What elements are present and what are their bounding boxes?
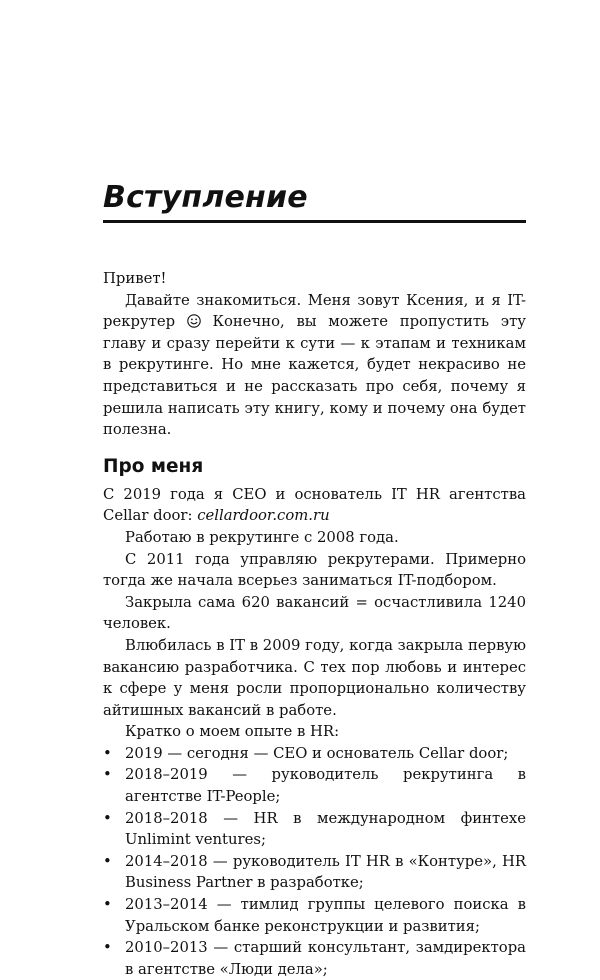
founder-paragraph [103, 484, 526, 527]
founder-text: С 2019 года я CEO и основатель IT HR агентства Cellar door: [103, 485, 526, 525]
list-item [103, 764, 526, 807]
greeting: Привет! [103, 270, 167, 287]
list-item-text: 2018–2018 — HR в международном финтехе Unlimint ventures; [125, 809, 526, 849]
bullet-icon: • [103, 939, 112, 957]
intro-paragraph [103, 290, 526, 441]
list-item [103, 894, 526, 937]
paragraph: Закрыла сама 620 вакансий = осчастливила 1240 человек. [103, 593, 526, 633]
bullet-icon: • [103, 809, 112, 827]
paragraph: С 2011 года управляю рекрутерами. Примерно тогда же начала всерьез заниматься IT-подбором. [103, 550, 526, 590]
list-item-text: 2013–2014 — тимлид группы целевого поиска в Уральском банке реконструкции и развития; [125, 896, 526, 935]
bullet-icon: • [103, 852, 112, 870]
paragraph: Влюбилась в IT в 2009 году, когда закрыла первую вакансию разработчика. С тех пор любовь и интерес к сфере у меня росли пропорционально количеству айтишных вакансий в работе. [103, 636, 526, 719]
paragraph: Работаю в рекрутинге с 2008 года. [125, 528, 399, 546]
bullet-icon: • [103, 766, 112, 784]
section-heading-about: Про меня [103, 455, 204, 477]
list-item [103, 808, 526, 851]
bullet-icon: • [103, 896, 112, 914]
intro-paragraph-text-2: Конечно, вы можете пропустить эту главу и сразу перейти к сути — к этапам и техникам в рекрутинге. Но мне кажется, будет некрасиво не представиться и не рассказать про себя, почему я решила написать эту книгу, кому и почему она будет полезна. [103, 313, 526, 439]
chapter-title: Вступление [103, 180, 308, 215]
experience-list [103, 743, 526, 980]
page-body [103, 268, 526, 980]
paragraph: Кратко о моем опыте в HR: [125, 723, 340, 741]
bullet-icon: • [103, 744, 112, 762]
list-item-text: 2010–2013 — старший консультант, замдиректора в агентстве «Люди дела»; [125, 939, 526, 978]
list-item [103, 851, 526, 894]
list-item-text: 2019 — сегодня — CEO и основатель Cellar door; [125, 744, 509, 762]
list-item [103, 937, 526, 980]
founder-site-link[interactable]: cellardoor.com.ru [197, 507, 330, 525]
title-underline [103, 220, 526, 223]
intro-paragraph-text: Давайте знакомиться. Меня зовут Ксения, и я IT-рекрутер [103, 291, 526, 331]
smiley-icon [187, 314, 201, 328]
list-item [103, 743, 526, 765]
list-item-text: 2014–2018 — руководитель IT HR в «Контуре», HR Business Partner в разработке; [125, 852, 526, 892]
list-item-text: 2018–2019 — руководитель рекрутинга в агентстве IT-People; [125, 766, 526, 806]
